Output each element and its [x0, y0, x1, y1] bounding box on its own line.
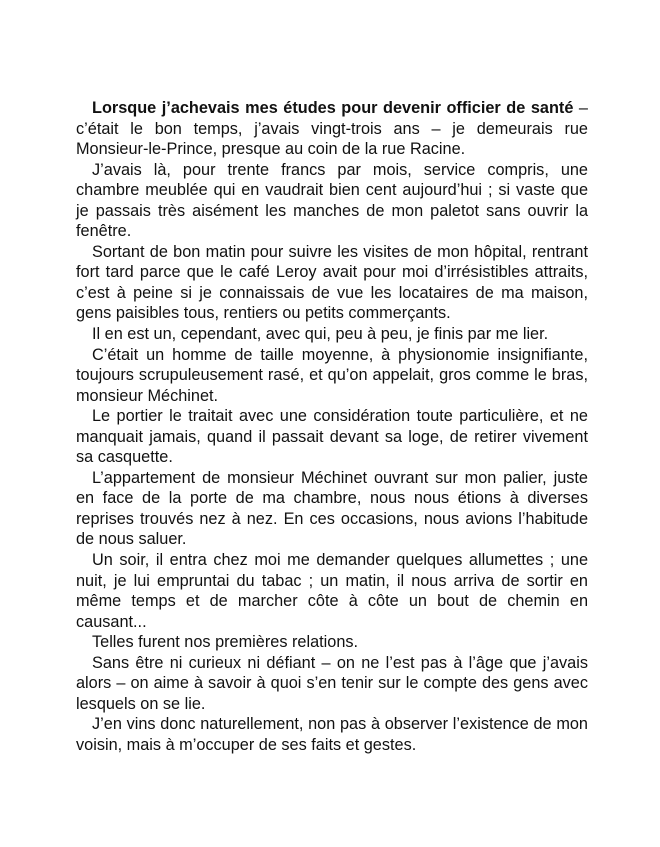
paragraph-4: Il en est un, cependant, avec qui, peu à peu, je finis par me lier. [92, 325, 549, 344]
document-page [76, 98, 588, 756]
paragraph-11: J’en vins donc naturellement, non pas à observer l’existence de mon voisin, mais à m’occuper de ses faits et gestes. [76, 715, 588, 754]
paragraph-5: C’était un homme de taille moyenne, à physionomie insignifiante, toujours scrupuleusement rasé, et qu’on appelait, gros comme le bras, monsieur Méchinet. [76, 345, 588, 405]
paragraph-7: L’appartement de monsieur Méchinet ouvrant sur mon palier, juste en face de la porte de ma chambre, nous nous étions à diverses reprises trouvés nez à nez. En ces occasions, nous avions l’habitude de nous saluer. [76, 468, 588, 549]
paragraph-1 [76, 98, 588, 160]
paragraph-3: Sortant de bon matin pour suivre les visites de mon hôpital, rentrant fort tard parce que le café Leroy avait pour moi d’irrésistibles attraits, c’est à peine si je connaissais de vue les locataires de ma maison, gens paisibles tous, rentiers ou petits commerçants. [76, 242, 588, 323]
paragraph-6: Le portier le traitait avec une considération toute particulière, et ne manquait jamais, quand il passait devant sa loge, de retirer vivement sa casquette. [76, 407, 588, 467]
paragraph-10: Sans être ni curieux ni défiant – on ne l’est pas à l’âge que j’avais alors – on aime à savoir à quoi s’en tenir sur le compte des gens avec lesquels on se lie. [76, 653, 588, 713]
paragraph-2: J’avais là, pour trente francs par mois, service compris, une chambre meublée qui en vaudrait bien cent aujourd’hui ; si vaste que je passais très aisément les manches de mon paletot sans ouvrir la fenêtre. [76, 160, 588, 241]
lead-sentence-bold: Lorsque j’achevais mes études pour devenir officier de santé [92, 99, 574, 117]
paragraph-8: Un soir, il entra chez moi me demander quelques allumettes ; une nuit, je lui empruntai du tabac ; un matin, il nous arriva de sortir en même temps et de marcher côte à côte un bout de chemin en causant... [76, 551, 588, 631]
paragraph-9: Telles furent nos premières relations. [92, 633, 359, 652]
paragraph-1-rest: – c’était le bon temps, j’avais vingt-trois ans – je demeurais rue Monsieur-le-Prince, presque au coin de la rue Racine. [76, 99, 588, 159]
